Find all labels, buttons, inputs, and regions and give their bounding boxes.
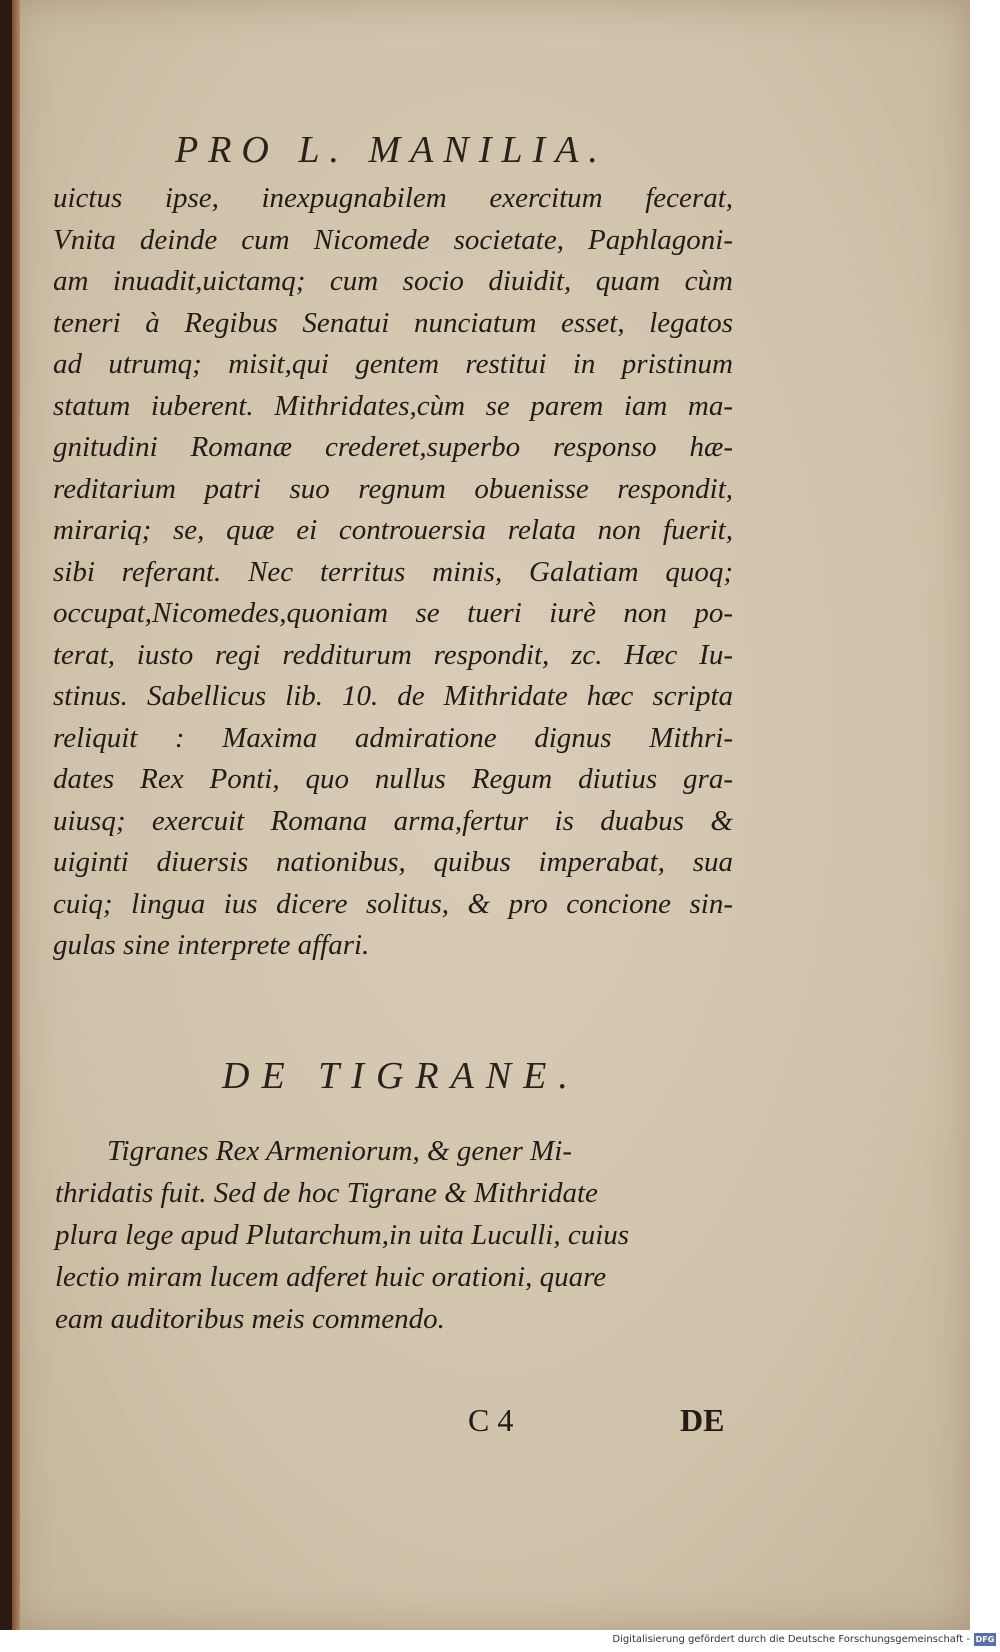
scan-border (0, 0, 12, 1630)
text-line: reliquit : Maxima admiratione dignus Mithri- (53, 721, 733, 754)
dfg-logo: DFG (975, 1635, 995, 1644)
text-line: sibi referant. Nec territus minis, Galatiam quoq; (53, 555, 733, 588)
text-line: plura lege apud Plutarchum,in uita Luculli, cuius (55, 1219, 630, 1251)
body-text (53, 178, 733, 967)
text-line: cuiq; lingua ius dicere solitus, & pro concione sin- (53, 887, 733, 920)
text-line: reditarium patri suo regnum obuenisse respondit, (53, 472, 733, 505)
text-line: statum iuberent. Mithridates,cùm se parem iam ma- (53, 389, 733, 422)
text-line-last: gulas sine interprete affari. (53, 929, 370, 961)
text-line: ad utrumq; misit,qui gentem restitui in pristinum (53, 348, 733, 380)
text-line: occupat,Nicomedes,quoniam se tueri iurè non po- (53, 597, 733, 629)
text-line: Vnita deinde cum Nicomede societate, Paphlagoni- (53, 223, 733, 256)
text-line: terat, iusto regi redditurum respondit, zc. Hæc Iu- (53, 638, 733, 671)
text-line: teneri à Regibus Senatui nunciatum esset, legatos (53, 306, 733, 339)
funding-credit: Digitalisierung gefördert durch die Deutsche Forschungsgemeinschaft - (612, 1634, 970, 1645)
text-line: stinus. Sabellicus lib. 10. de Mithridate hæc scripta (53, 680, 733, 712)
section-heading: DE TIGRANE. (222, 1055, 580, 1097)
text-line: gnitudini Romanæ crederet,superbo responso hæ- (53, 431, 733, 463)
text-line: Tigranes Rex Armeniorum, & gener Mi- (107, 1135, 573, 1167)
text-line: uiusq; exercuit Romana arma,fertur is duabus & (53, 804, 733, 837)
text-line: am inuadit,uictamq; cum socio diuidit, quam cùm (53, 265, 733, 297)
text-line: mirariq; se, quæ ei controuersia relata non fuerit, (53, 514, 733, 546)
text-line: uiginti diuersis nationibus, quibus imperabat, sua (53, 846, 733, 878)
catchword: DE (680, 1402, 725, 1438)
signature-mark: C 4 (468, 1402, 514, 1438)
text-line: uictus ipse, inexpugnabilem exercitum fecerat, (53, 182, 733, 214)
text-line: eam auditoribus meis commendo. (55, 1303, 445, 1335)
paragraph-text (55, 1130, 735, 1340)
page-binding-edge (12, 0, 20, 1630)
text-line: dates Rex Ponti, quo nullus Regum diutius gra- (53, 763, 733, 795)
text-line: lectio miram lucem adferet huic orationi, quare (55, 1261, 607, 1293)
text-line: thridatis fuit. Sed de hoc Tigrane & Mithridate (55, 1177, 598, 1209)
running-head: PRO L. MANILIA. (175, 129, 608, 171)
